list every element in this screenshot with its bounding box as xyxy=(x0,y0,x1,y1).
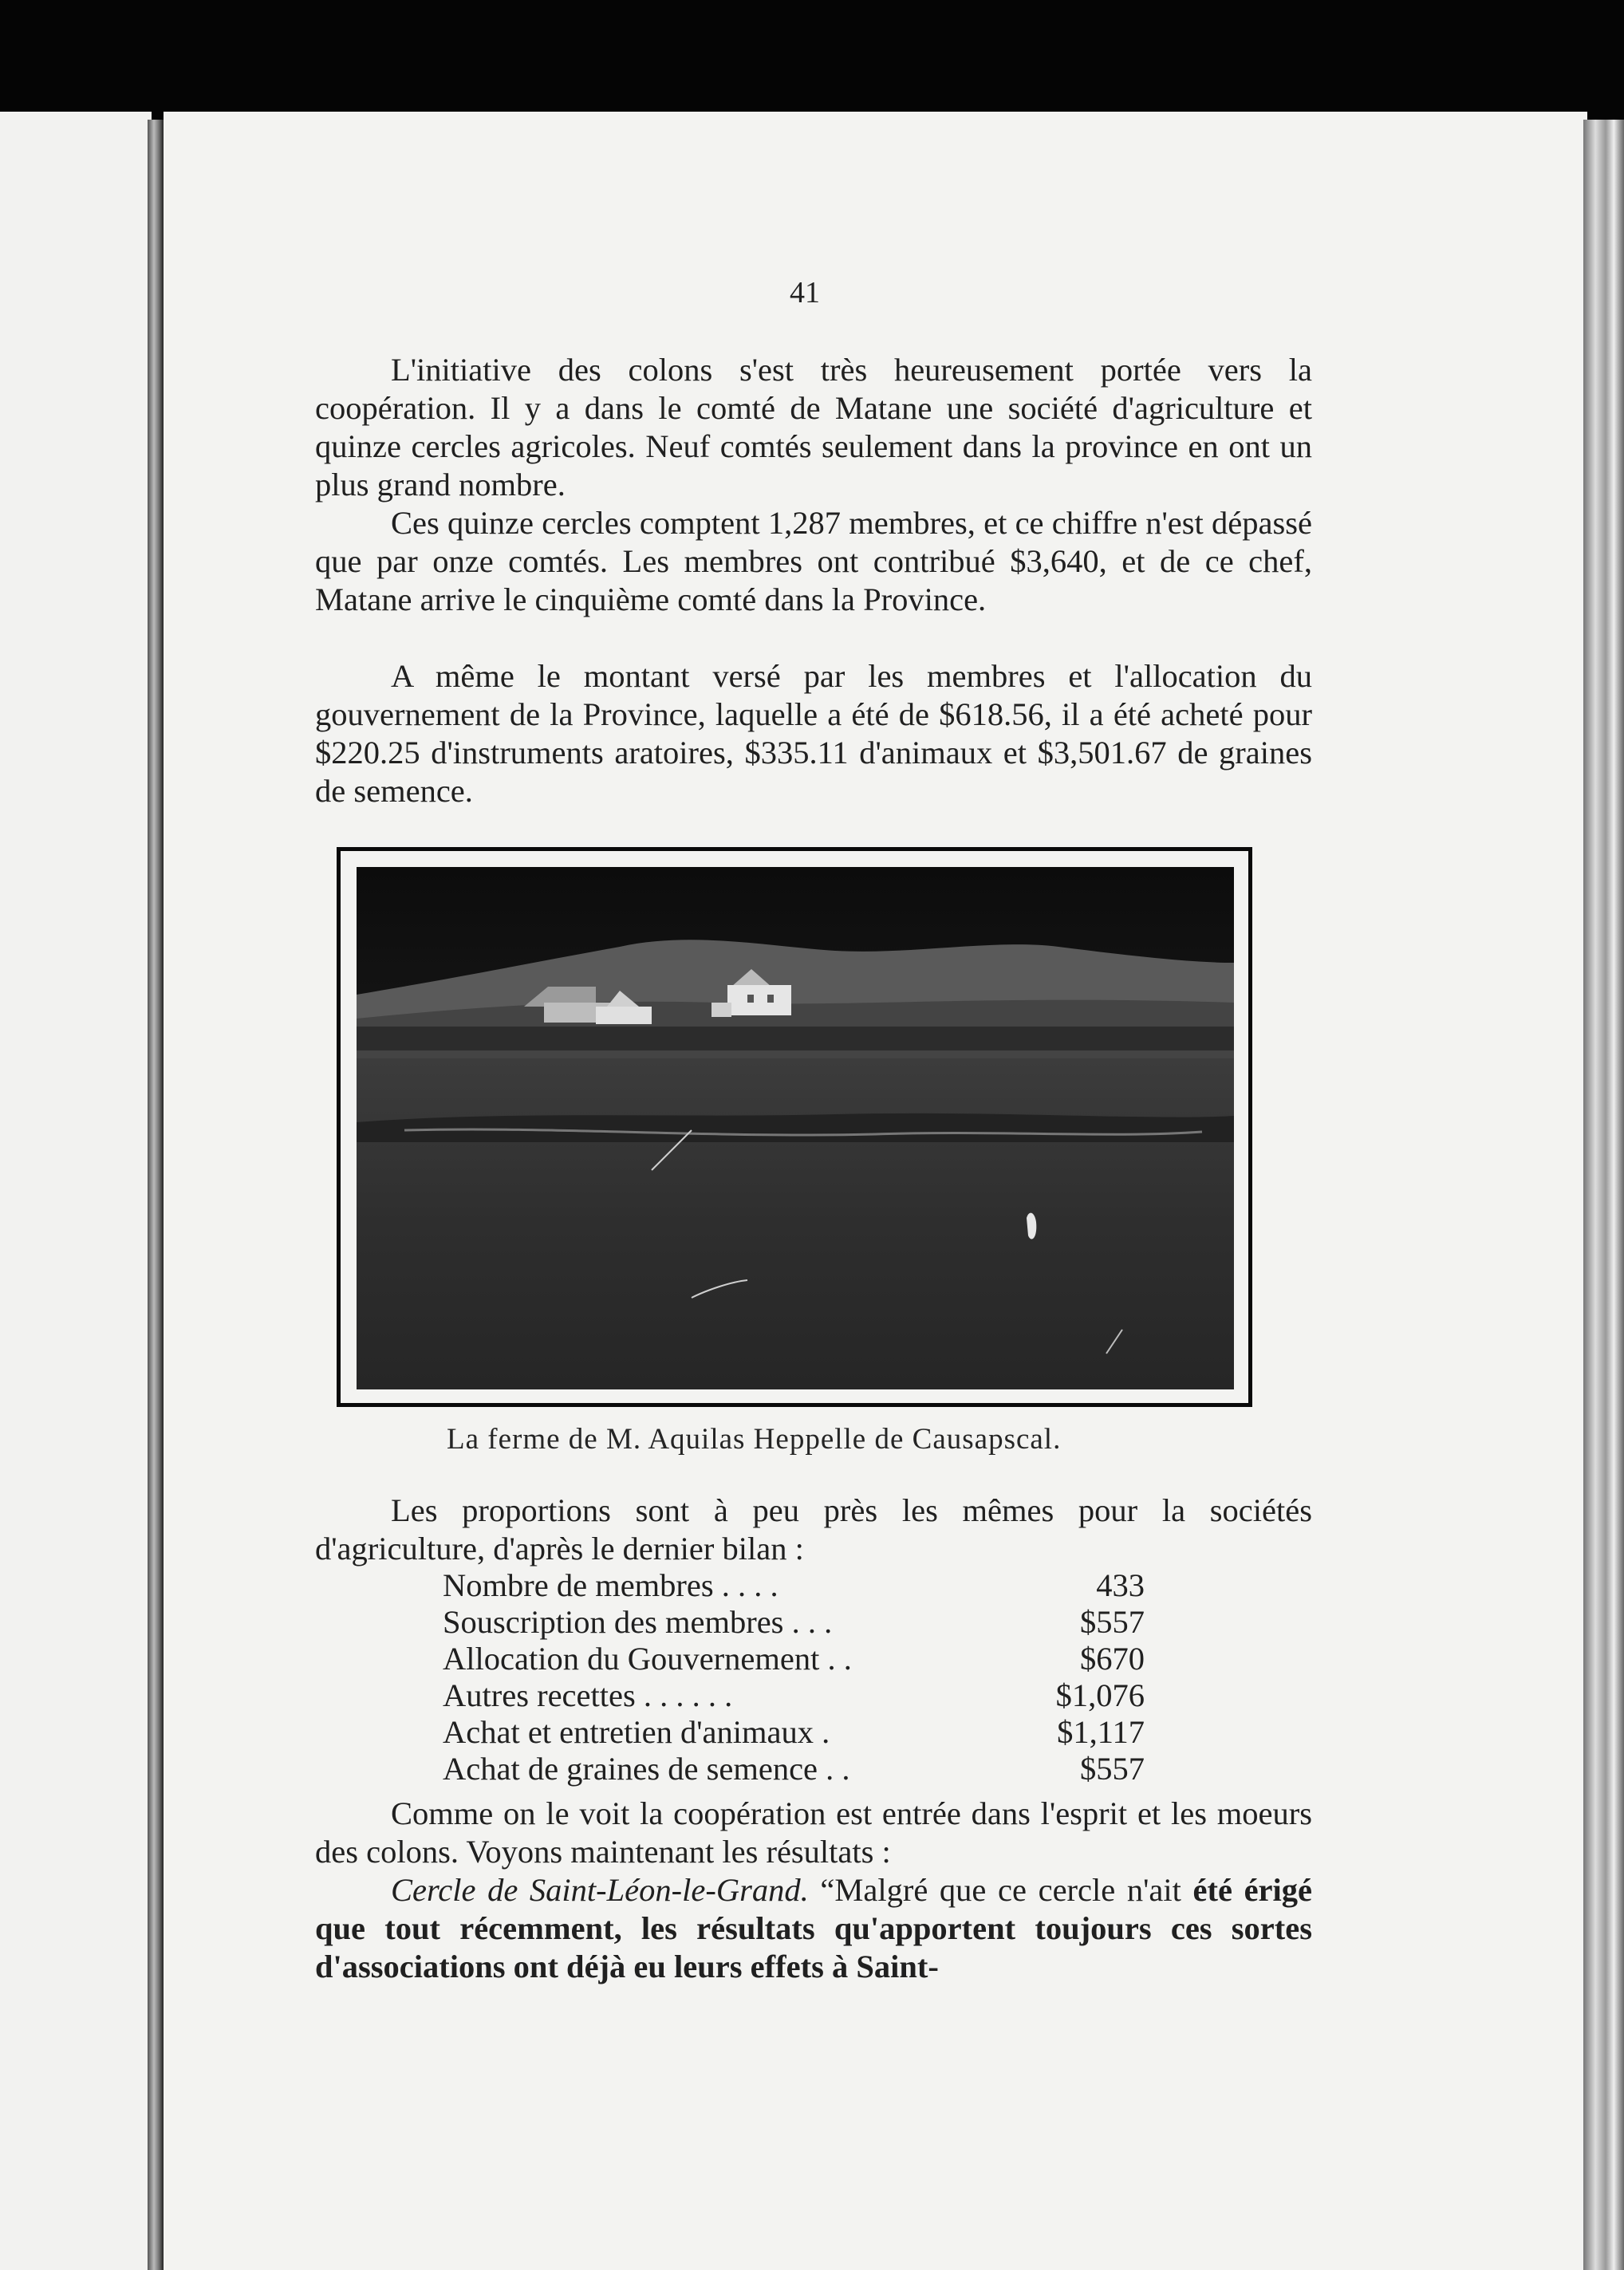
stat-row-allocation xyxy=(443,1641,1145,1677)
paragraph-montant: A même le montant versé par les membres et l'allocation du gouvernement de la Province, laquelle a été de $618.56, il a été acheté pour $220.25 d'instruments aratoires, $335.11 d'animaux et $3,501.67 de graines de semence. xyxy=(315,658,1312,809)
stat-label: Autres recettes . . . . . . xyxy=(443,1677,733,1713)
paragraph-cercle-saint-leon xyxy=(315,1871,1312,1986)
paragraph-cooperation: L'initiative des colons s'est très heureusement portée vers la coopération. Il y a dans le comté de Matane une société d'agriculture et quinze cercles agricoles. Neuf comtés seulement dans la province en ont un plus grand nombre. xyxy=(315,352,1312,502)
farm-photograph-frame xyxy=(337,847,1252,1407)
stat-row-souscription xyxy=(443,1604,1145,1641)
cercle-text-rest: été érigé que tout récemment, les résultats qu'apportent toujours ces sortes d'associations ont déjà eu leurs effets à Saint- xyxy=(315,1872,1313,1984)
stat-label: Achat et entretien d'animaux . xyxy=(443,1714,830,1750)
book-gutter xyxy=(148,120,164,2270)
stats-table xyxy=(443,1567,1145,1787)
cercle-text-start: “Malgré que ce cercle n'ait xyxy=(820,1872,1181,1908)
stat-value: $670 xyxy=(1080,1641,1145,1677)
paragraph-conclusion: Comme on le voit la coopération est entrée dans l'esprit et les moeurs des colons. Voyons maintenant les résultats : xyxy=(315,1795,1312,1870)
paragraph-cercles: Ces quinze cercles comptent 1,287 membres, et ce chiffre n'est dépassé que par onze comtés. Les membres ont contribué $3,640, et de ce chef, Matane arrive le cinquième comté dans la Province. xyxy=(315,505,1312,617)
stat-row-graines xyxy=(443,1751,1145,1787)
stat-label: Souscription des membres . . . xyxy=(443,1604,833,1640)
paragraph-proportions: Les proportions sont à peu près les mêmes pour la sociétés d'agriculture, d'après le dernier bilan : xyxy=(315,1492,1312,1567)
photo-caption: La ferme de M. Aquilas Heppelle de Causapscal. xyxy=(447,1423,1062,1456)
stat-row-recettes xyxy=(443,1677,1145,1714)
stat-value: $1,117 xyxy=(1057,1714,1145,1750)
stat-label: Achat de graines de semence . . xyxy=(443,1751,850,1787)
facing-page xyxy=(0,112,152,2270)
page-number: 41 xyxy=(790,276,820,309)
stat-value: $557 xyxy=(1080,1604,1145,1640)
stat-label: Allocation du Gouvernement . . xyxy=(443,1641,852,1677)
farm-photograph xyxy=(357,867,1234,1389)
stat-row-members xyxy=(443,1567,1145,1604)
stat-value: 433 xyxy=(1096,1567,1145,1603)
stat-label: Nombre de membres . . . . xyxy=(443,1567,778,1603)
stat-value: $557 xyxy=(1080,1751,1145,1787)
stat-row-animaux xyxy=(443,1714,1145,1751)
stat-value: $1,076 xyxy=(1055,1677,1145,1713)
cercle-title: Cercle de Saint-Léon-le-Grand. xyxy=(391,1872,809,1908)
page-stack-edge xyxy=(1583,120,1624,2270)
